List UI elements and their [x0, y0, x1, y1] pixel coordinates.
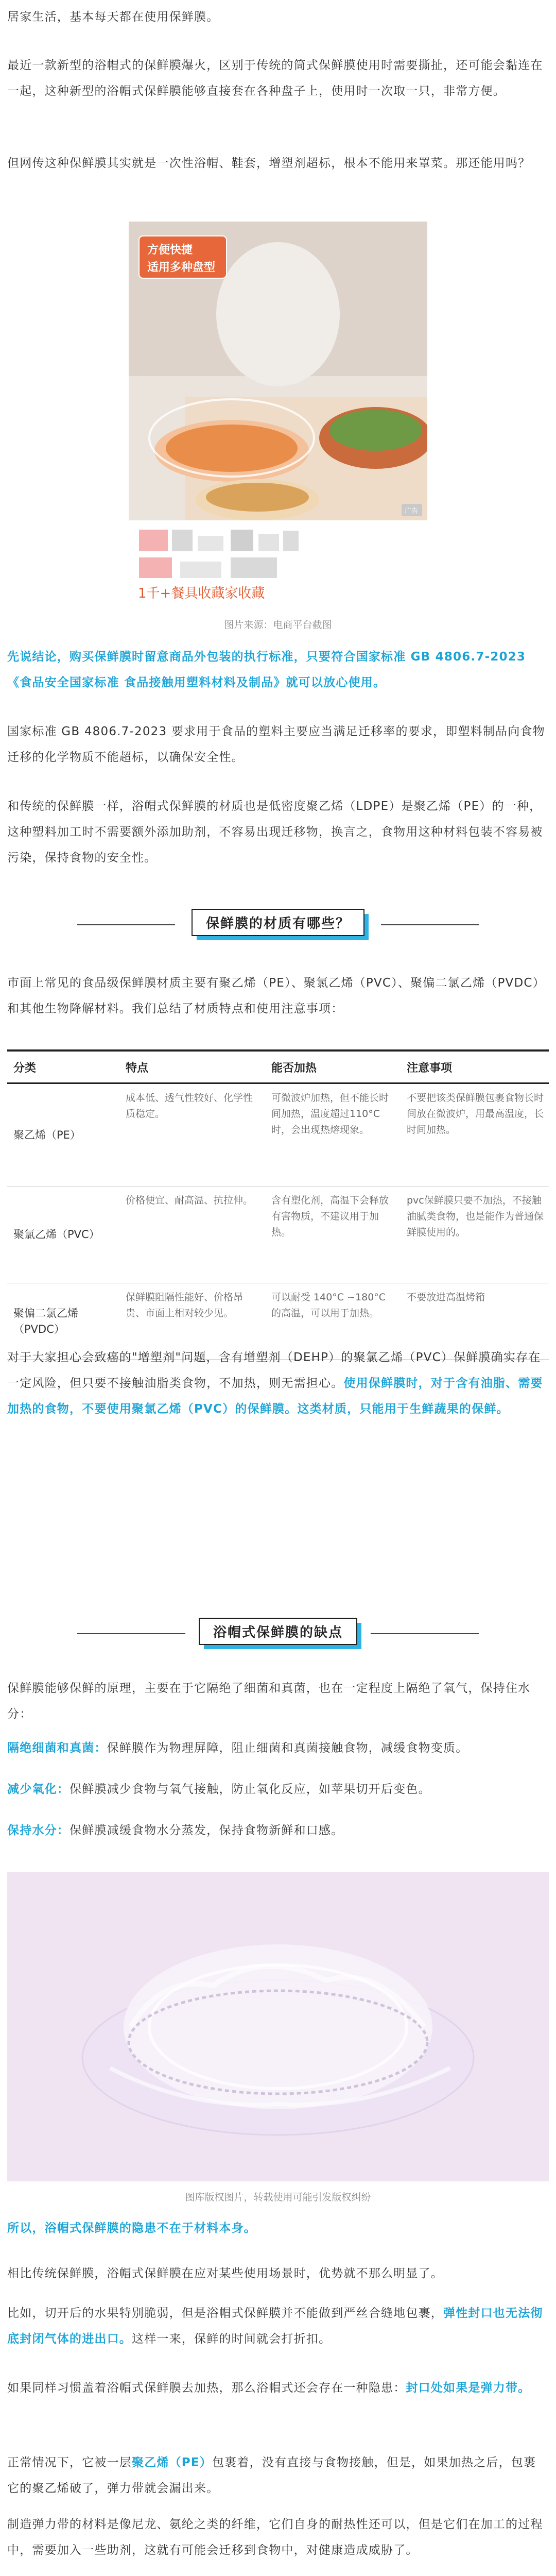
function-item: 保持水分：保鲜膜减缓食物水分蒸发，保持食物新鲜和口感。 — [7, 1824, 344, 1837]
material-name: 聚乙烯（PE） — [7, 1083, 119, 1187]
table-header: 能否加热 — [265, 1050, 401, 1083]
badge-line-1: 方便快捷 — [147, 244, 193, 257]
material-feature: 价格便宜、耐高温、抗拉伸。 — [119, 1187, 265, 1283]
standard-paragraph-2: 和传统的保鲜膜一样，浴帽式保鲜膜的材质也是低密度聚乙烯（LDPE）是聚乙烯（PE）的一种，这种塑料加工时不需要额外添加助剂，不容易出现迁移物，换言之，食物用这种材料包装不容易被污染，保持食物的安全性。 — [7, 800, 543, 865]
drawback-paragraph-3: 如果同样习惯盖着浴帽式保鲜膜去加热，那么浴帽式还会存在一种隐患：封口处如果是弹力带。 — [7, 2381, 531, 2395]
function-item: 隔绝细菌和真菌：保鲜膜作为物理屏障，阻止细菌和真菌接触食物，减缓食物变质。 — [7, 1741, 468, 1755]
material-heat: 可微波炉加热，但不能长时间加热，温度超过110°C时，会出现热熔现象。 — [265, 1083, 401, 1187]
intro-paragraph-2: 最近一款新型的浴帽式的保鲜膜爆火，区别于传统的筒式保鲜膜使用时需要撕扯，还可能会黏连在一起，这种新型的浴帽式保鲜膜能够直接套在各种盘子上，使用时一次取一只，非常方便。 — [7, 59, 543, 98]
photo-caption: 图库版权图片，转载使用可能引发版权纠纷 — [185, 2192, 371, 2203]
conclusion: 先说结论，购买保鲜膜时留意商品外包装的执行标准，只要符合国家标准 GB 4806.7-2023《食品安全国家标准 食品接触用塑料材料及制品》就可以放心使用。 — [7, 650, 526, 689]
section-title-drawbacks — [0, 1618, 556, 1645]
badge-line-2: 适用多种盘型 — [147, 261, 216, 274]
plasticizer-lead: 对于大家担心会致癌的"增塑剂"问题，含有增塑剂（DEHP）的聚氯乙烯（PVC）保鲜膜确实存在一定风险，但只要不接触油脂类食物，不加热，则无需担心。 — [7, 1351, 541, 1390]
section-title-text: 保鲜膜的材质有哪些？ — [192, 909, 364, 936]
material-feature: 成本低、透气性较好、化学性质稳定。 — [119, 1083, 265, 1187]
materials-table — [7, 1049, 549, 1360]
drawback-paragraph-4: 正常情况下，它被一层聚乙烯（PE）包裹着，没有直接与食物接触，但是，如果加热之后，包裹它的聚乙烯破了，弹力带就会漏出来。 — [7, 2456, 536, 2495]
image-caption: 图片来源：电商平台截图 — [224, 619, 332, 631]
shower-cap-illustration — [7, 1872, 549, 2181]
table-row — [7, 1187, 549, 1283]
material-note: 不要放进高温烤箱 — [401, 1283, 549, 1360]
section-title-materials — [0, 909, 556, 936]
bottom-text: 1千+餐具收藏家收藏 — [138, 586, 265, 601]
materials-intro: 市面上常见的食品级保鲜膜材质主要有聚乙烯（PE）、聚氯乙烯（PVC）、聚偏二氯乙烯（PVDC）和其他生物降解材料。我们总结了材质特点和使用注意事项： — [7, 976, 545, 1015]
drawback-paragraph-5: 制造弹力带的材料是像尼龙、氨纶之类的纤维，它们自身的耐热性还可以，但是它们在加工的过程中，需要加入一些助剂，这就有可能会迁移到食物中，对健康造成威胁了。 — [7, 2518, 543, 2557]
table-header: 注意事项 — [401, 1050, 549, 1083]
table-row — [7, 1083, 549, 1187]
material-name: 聚偏二氯乙烯（PVDC） — [7, 1283, 119, 1360]
intro-paragraph-3: 但网传这种保鲜膜其实就是一次性浴帽、鞋套，增塑剂超标，根本不能用来罩菜。那还能用吗？ — [7, 157, 531, 170]
table-header: 分类 — [7, 1050, 119, 1083]
material-heat: 可以耐受 140°C ~180°C 的高温，可以用于加热。 — [265, 1283, 401, 1360]
product-image — [129, 222, 427, 609]
material-note: pvc保鲜膜只要不加热，不接触油腻类食物，也是能作为普通保鲜膜使用的。 — [401, 1187, 549, 1283]
plasticizer-highlight: 使用保鲜膜时，对于含有油脂、需要加热的食物，不要使用聚氯乙烯（PVC）的保鲜膜。这类材质，只能用于生鲜蔬果的保鲜。 — [7, 1377, 543, 1416]
plasticizer-paragraph — [7, 1345, 548, 1422]
drawback-paragraph-2: 比如，切开后的水果特别脆弱，但是浴帽式保鲜膜并不能做到严丝合缝地包裹，弹性封口也无法彻底封闭气体的进出口。这样一来，保鲜的时间就会打折扣。 — [7, 2307, 543, 2346]
principle: 保鲜膜能够保鲜的原理，主要在于它隔绝了细菌和真菌，也在一定程度上隔绝了氧气，保持住水分： — [7, 1682, 531, 1721]
standard-paragraph-1: 国家标准 GB 4806.7-2023 要求用于食品的塑料主要应当满足迁移率的要求，即塑料制品向食物迁移的化学物质不能超标，以确保安全性。 — [7, 725, 545, 764]
table-header-row — [7, 1050, 549, 1083]
drawback-title: 所以，浴帽式保鲜膜的隐患不在于材料本身。 — [7, 2222, 256, 2235]
shower-cap-photo — [7, 1872, 549, 2181]
table-header: 特点 — [119, 1050, 265, 1083]
section-title-text: 浴帽式保鲜膜的缺点 — [199, 1618, 357, 1645]
material-note: 不要把该类保鲜膜包裹食物长时间放在微波炉，用最高温度，长时间加热。 — [401, 1083, 549, 1187]
function-item: 减少氧化：保鲜膜减少食物与氧气接触，防止氧化反应，如苹果切开后变色。 — [7, 1783, 431, 1796]
product-illustration — [129, 222, 427, 609]
material-feature: 保鲜膜阻隔性能好、价格昂贵、市面上相对较少见。 — [119, 1283, 265, 1360]
material-heat: 含有塑化剂，高温下会释放有害物质，不建议用于加热。 — [265, 1187, 401, 1283]
ad-tag: 广告 — [405, 507, 419, 515]
material-name: 聚氯乙烯（PVC） — [7, 1187, 119, 1283]
drawback-paragraph-1: 相比传统保鲜膜，浴帽式保鲜膜在应对某些使用场景时，优势就不那么明显了。 — [7, 2267, 443, 2280]
intro-paragraph-1: 居家生活，基本每天都在使用保鲜膜。 — [7, 10, 219, 24]
